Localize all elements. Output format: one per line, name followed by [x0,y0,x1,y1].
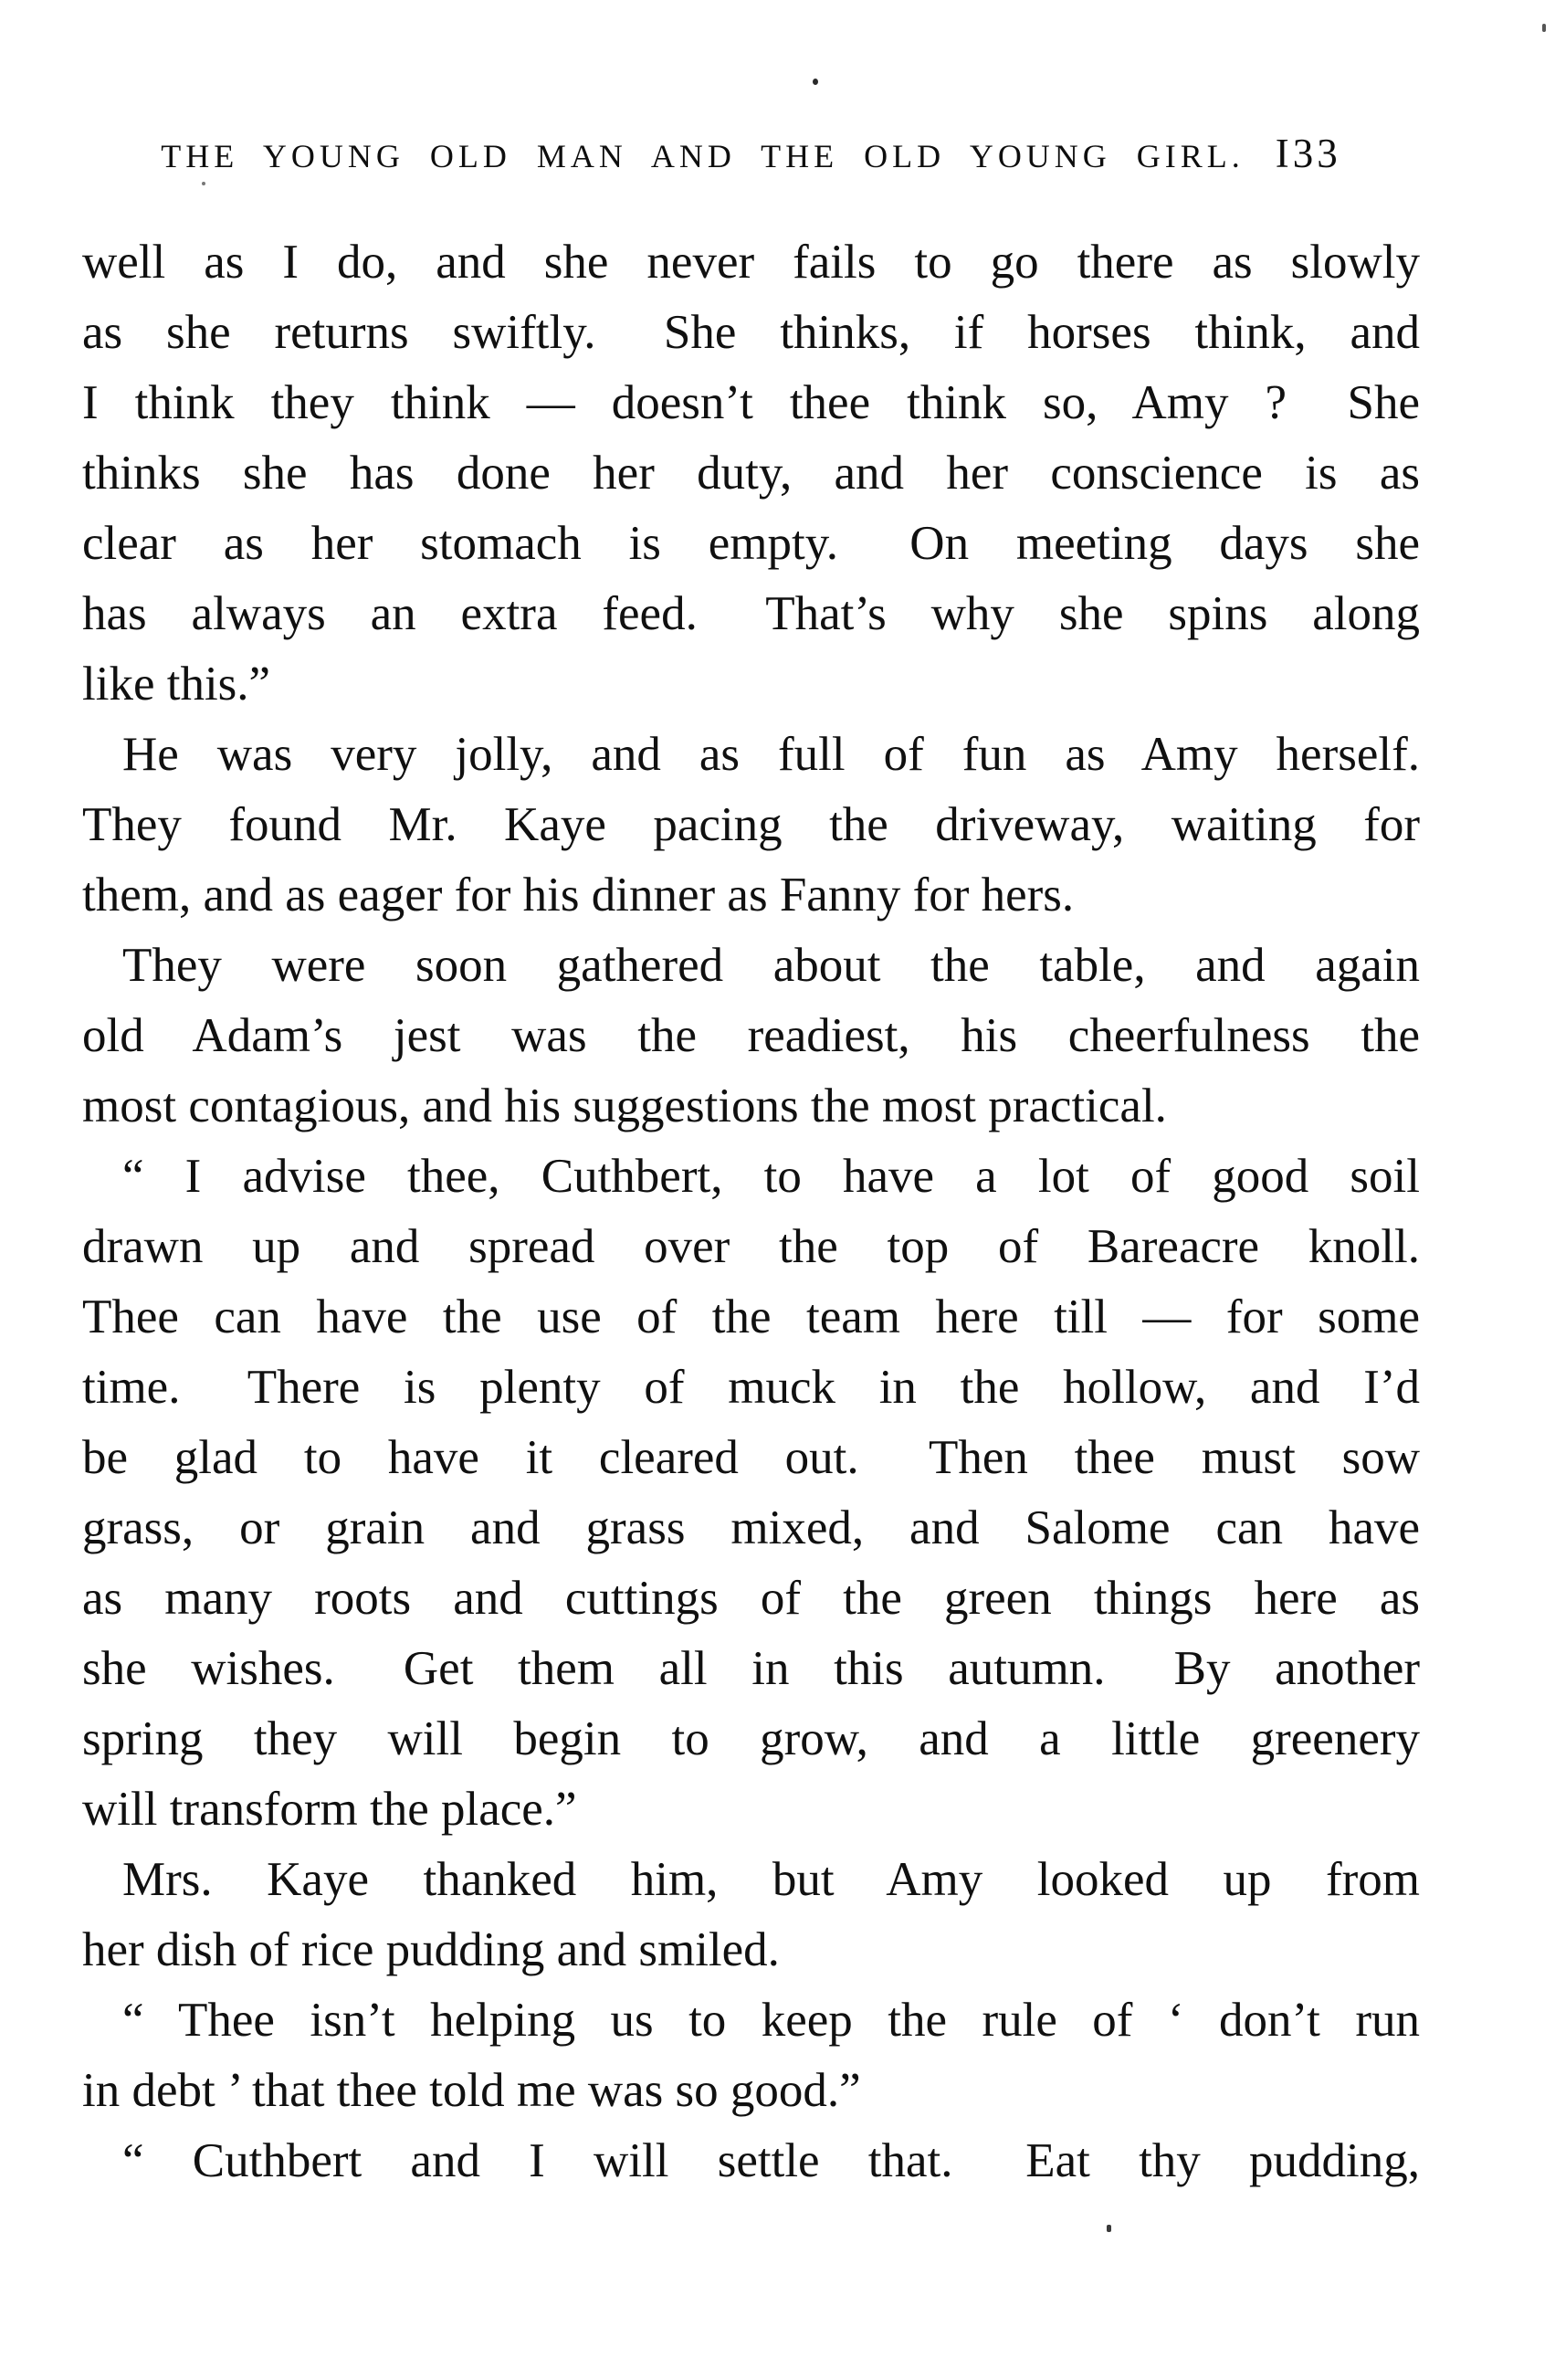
text-line: He was very jolly, and as full of fun as Amy herself. [122,728,1420,781]
text-line: well as I do, and she never fails to go there as slowly [82,236,1420,289]
text-line: I think they think — doesn’t thee think so, Amy ? She [82,376,1420,429]
page-text [82,227,1420,2196]
text-line: Mrs. Kaye thanked him, but Amy looked up from [122,1853,1420,1906]
scan-speck [1542,24,1546,32]
text-line: old Adam’s jest was the readiest, his cheerfulness the [82,1009,1420,1062]
text-line: like this.” [82,658,271,711]
running-head-title: THE YOUNG OLD MAN AND THE OLD YOUNG GIRL. [161,138,1245,174]
text-line: “ Thee isn’t helping us to keep the rule of ‘ don’t run [122,1994,1420,2047]
text-line: them, and as eager for his dinner as Fanny for hers. [82,869,1075,921]
text-line: be glad to have it cleared out. Then thee must sow [82,1431,1420,1484]
scan-speck [1107,2225,1111,2232]
running-head [82,131,1420,176]
text-line: most contagious, and his suggestions the most practical. [82,1079,1167,1132]
page-number: I33 [1275,131,1341,176]
text-line: clear as her stomach is empty. On meeting days she [82,517,1420,570]
text-line: she wishes. Get them all in this autumn. By another [82,1642,1420,1695]
text-line: has always an extra feed. That’s why she spins along [82,587,1420,640]
text-line: grass, or grain and grass mixed, and Salome can have [82,1501,1420,1554]
text-line: time. There is plenty of muck in the hollow, and I’d [82,1361,1420,1414]
text-line: as she returns swiftly. She thinks, if horses think, and [82,306,1420,359]
text-line: as many roots and cuttings of the green things here as [82,1572,1420,1625]
text-line: in debt ’ that thee told me was so good.” [82,2064,861,2117]
text-line: thinks she has done her duty, and her conscience is as [82,447,1420,500]
text-line: “ I advise thee, Cuthbert, to have a lot of good soil [122,1150,1420,1203]
text-block [82,131,1420,2196]
scan-speck [813,79,818,85]
text-line: They found Mr. Kaye pacing the driveway, waiting for [82,798,1420,851]
text-line: drawn up and spread over the top of Bareacre knoll. [82,1220,1420,1273]
text-line: her dish of rice pudding and smiled. [82,1923,780,1976]
text-line: They were soon gathered about the table, and again [122,939,1420,992]
text-line: will transform the place.” [82,1783,577,1836]
text-line: “ Cuthbert and I will settle that. Eat thy pudding, [122,2134,1420,2187]
text-line: Thee can have the use of the team here till — for some [82,1290,1420,1343]
text-line: spring they will begin to grow, and a little greenery [82,1712,1420,1765]
